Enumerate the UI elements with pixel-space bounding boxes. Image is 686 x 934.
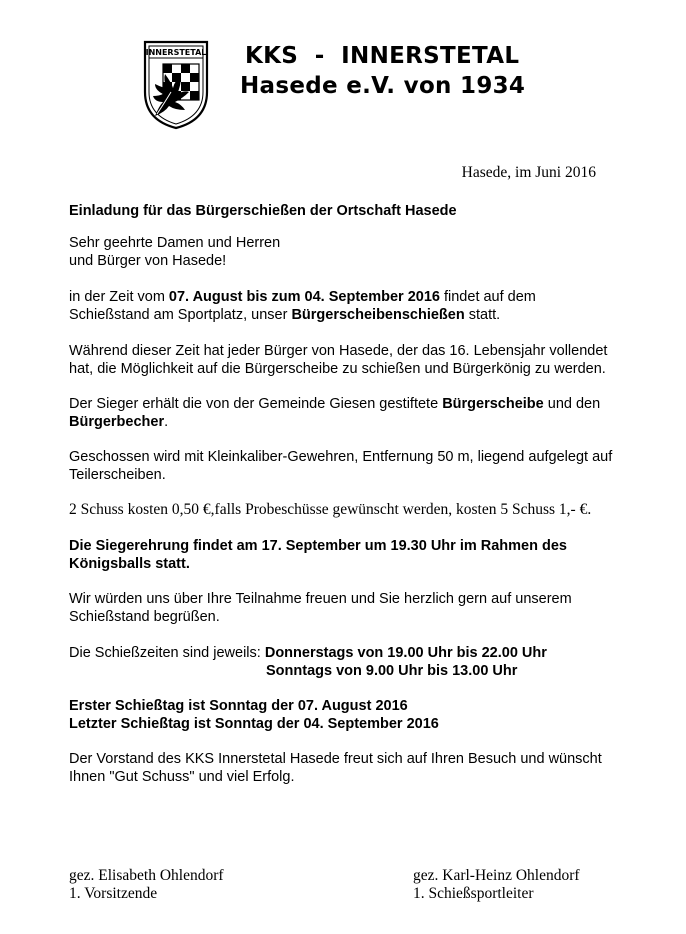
signature-right-name: gez. Karl-Heinz Ohlendorf — [413, 867, 580, 884]
p3-prize: Bürgerbecher — [69, 414, 165, 430]
shooting-time-thursday: Donnerstags von 19.00 Uhr bis 22.00 Uhr — [264, 645, 547, 661]
paragraph-10-line-1: Der Vorstand des KKS Innerstetal Hasede freut sich auf Ihren Besuch und wünscht — [69, 751, 602, 767]
signature-right-role: 1. Schießsportleiter — [413, 885, 534, 902]
paragraph-1-line-1 — [69, 288, 536, 306]
paragraph-7-line-1: Wir würden uns über Ihre Teilnahme freuen und Sie herzlich gern auf unserem — [69, 591, 572, 607]
shooting-time-sunday: Sonntags von 9.00 Uhr bis 13.00 Uhr — [266, 663, 518, 679]
club-logo — [141, 40, 211, 130]
signature-left-name: gez. Elisabeth Ohlendorf — [69, 867, 224, 884]
paragraph-6-line-2: Königsballs statt. — [69, 556, 190, 572]
p1-event: Bürgerscheibenschießen — [291, 307, 465, 323]
place-date: Hasede, im Juni 2016 — [461, 164, 596, 181]
p3-text: Der Sieger erhält die von der Gemeinde Giesen gestiftete — [69, 396, 443, 412]
greeting-line-2: und Bürger von Hasede! — [69, 253, 227, 269]
greeting-line-1: Sehr geehrte Damen und Herren — [69, 235, 281, 251]
paragraph-6-line-1: Die Siegerehrung findet am 17. September um 19.30 Uhr im Rahmen des — [69, 538, 567, 554]
paragraph-10-line-2: Ihnen "Gut Schuss" und viel Erfolg. — [69, 769, 295, 785]
logo-text: INNERSTETAL — [145, 48, 207, 57]
club-subtitle: Hasede e.V. von 1934 — [240, 73, 526, 99]
paragraph-4-line-1: Geschossen wird mit Kleinkaliber-Gewehren, Entfernung 50 m, liegend aufgelegt auf — [69, 449, 613, 465]
paragraph-4-line-2: Teilerscheiben. — [69, 467, 166, 483]
p3-prize: Bürgerscheibe — [442, 396, 544, 412]
p1-text: Schießstand am Sportplatz, unser — [69, 307, 292, 323]
paragraph-2-line-1: Während dieser Zeit hat jeder Bürger von Hasede, der das 16. Lebensjahr vollendet — [69, 343, 608, 359]
p1-text: findet auf dem — [439, 289, 536, 305]
paragraph-5: 2 Schuss kosten 0,50 €,falls Probeschüsse gewünscht werden, kosten 5 Schuss 1,- €. — [69, 501, 592, 518]
first-shooting-day: Erster Schießtag ist Sonntag der 07. August 2016 — [69, 698, 408, 714]
p1-text: statt. — [464, 307, 501, 323]
p3-text: und den — [543, 396, 601, 412]
p3-text: . — [164, 414, 169, 430]
paragraph-2-line-2: hat, die Möglichkeit auf die Bürgerscheibe zu schießen und Bürgerkönig zu werden. — [69, 361, 606, 377]
signature-left-role: 1. Vorsitzende — [69, 885, 158, 902]
p1-dates: 07. August bis zum 04. September 2016 — [168, 289, 440, 305]
shooting-times-line-1 — [69, 644, 547, 662]
paragraph-1-line-2 — [69, 306, 500, 324]
paragraph-7-line-2: Schießstand begrüßen. — [69, 609, 220, 625]
paragraph-3-line-1 — [69, 395, 600, 413]
shooting-times-label: Die Schießzeiten sind jeweils: — [69, 645, 265, 661]
last-shooting-day: Letzter Schießtag ist Sonntag der 04. September 2016 — [69, 716, 439, 732]
p1-text: in der Zeit vom — [69, 289, 169, 305]
paragraph-3-line-2 — [69, 413, 168, 431]
club-name: KKS - INNERSTETAL — [245, 43, 520, 69]
subject-line: Einladung für das Bürgerschießen der Ortschaft Hasede — [69, 203, 457, 219]
